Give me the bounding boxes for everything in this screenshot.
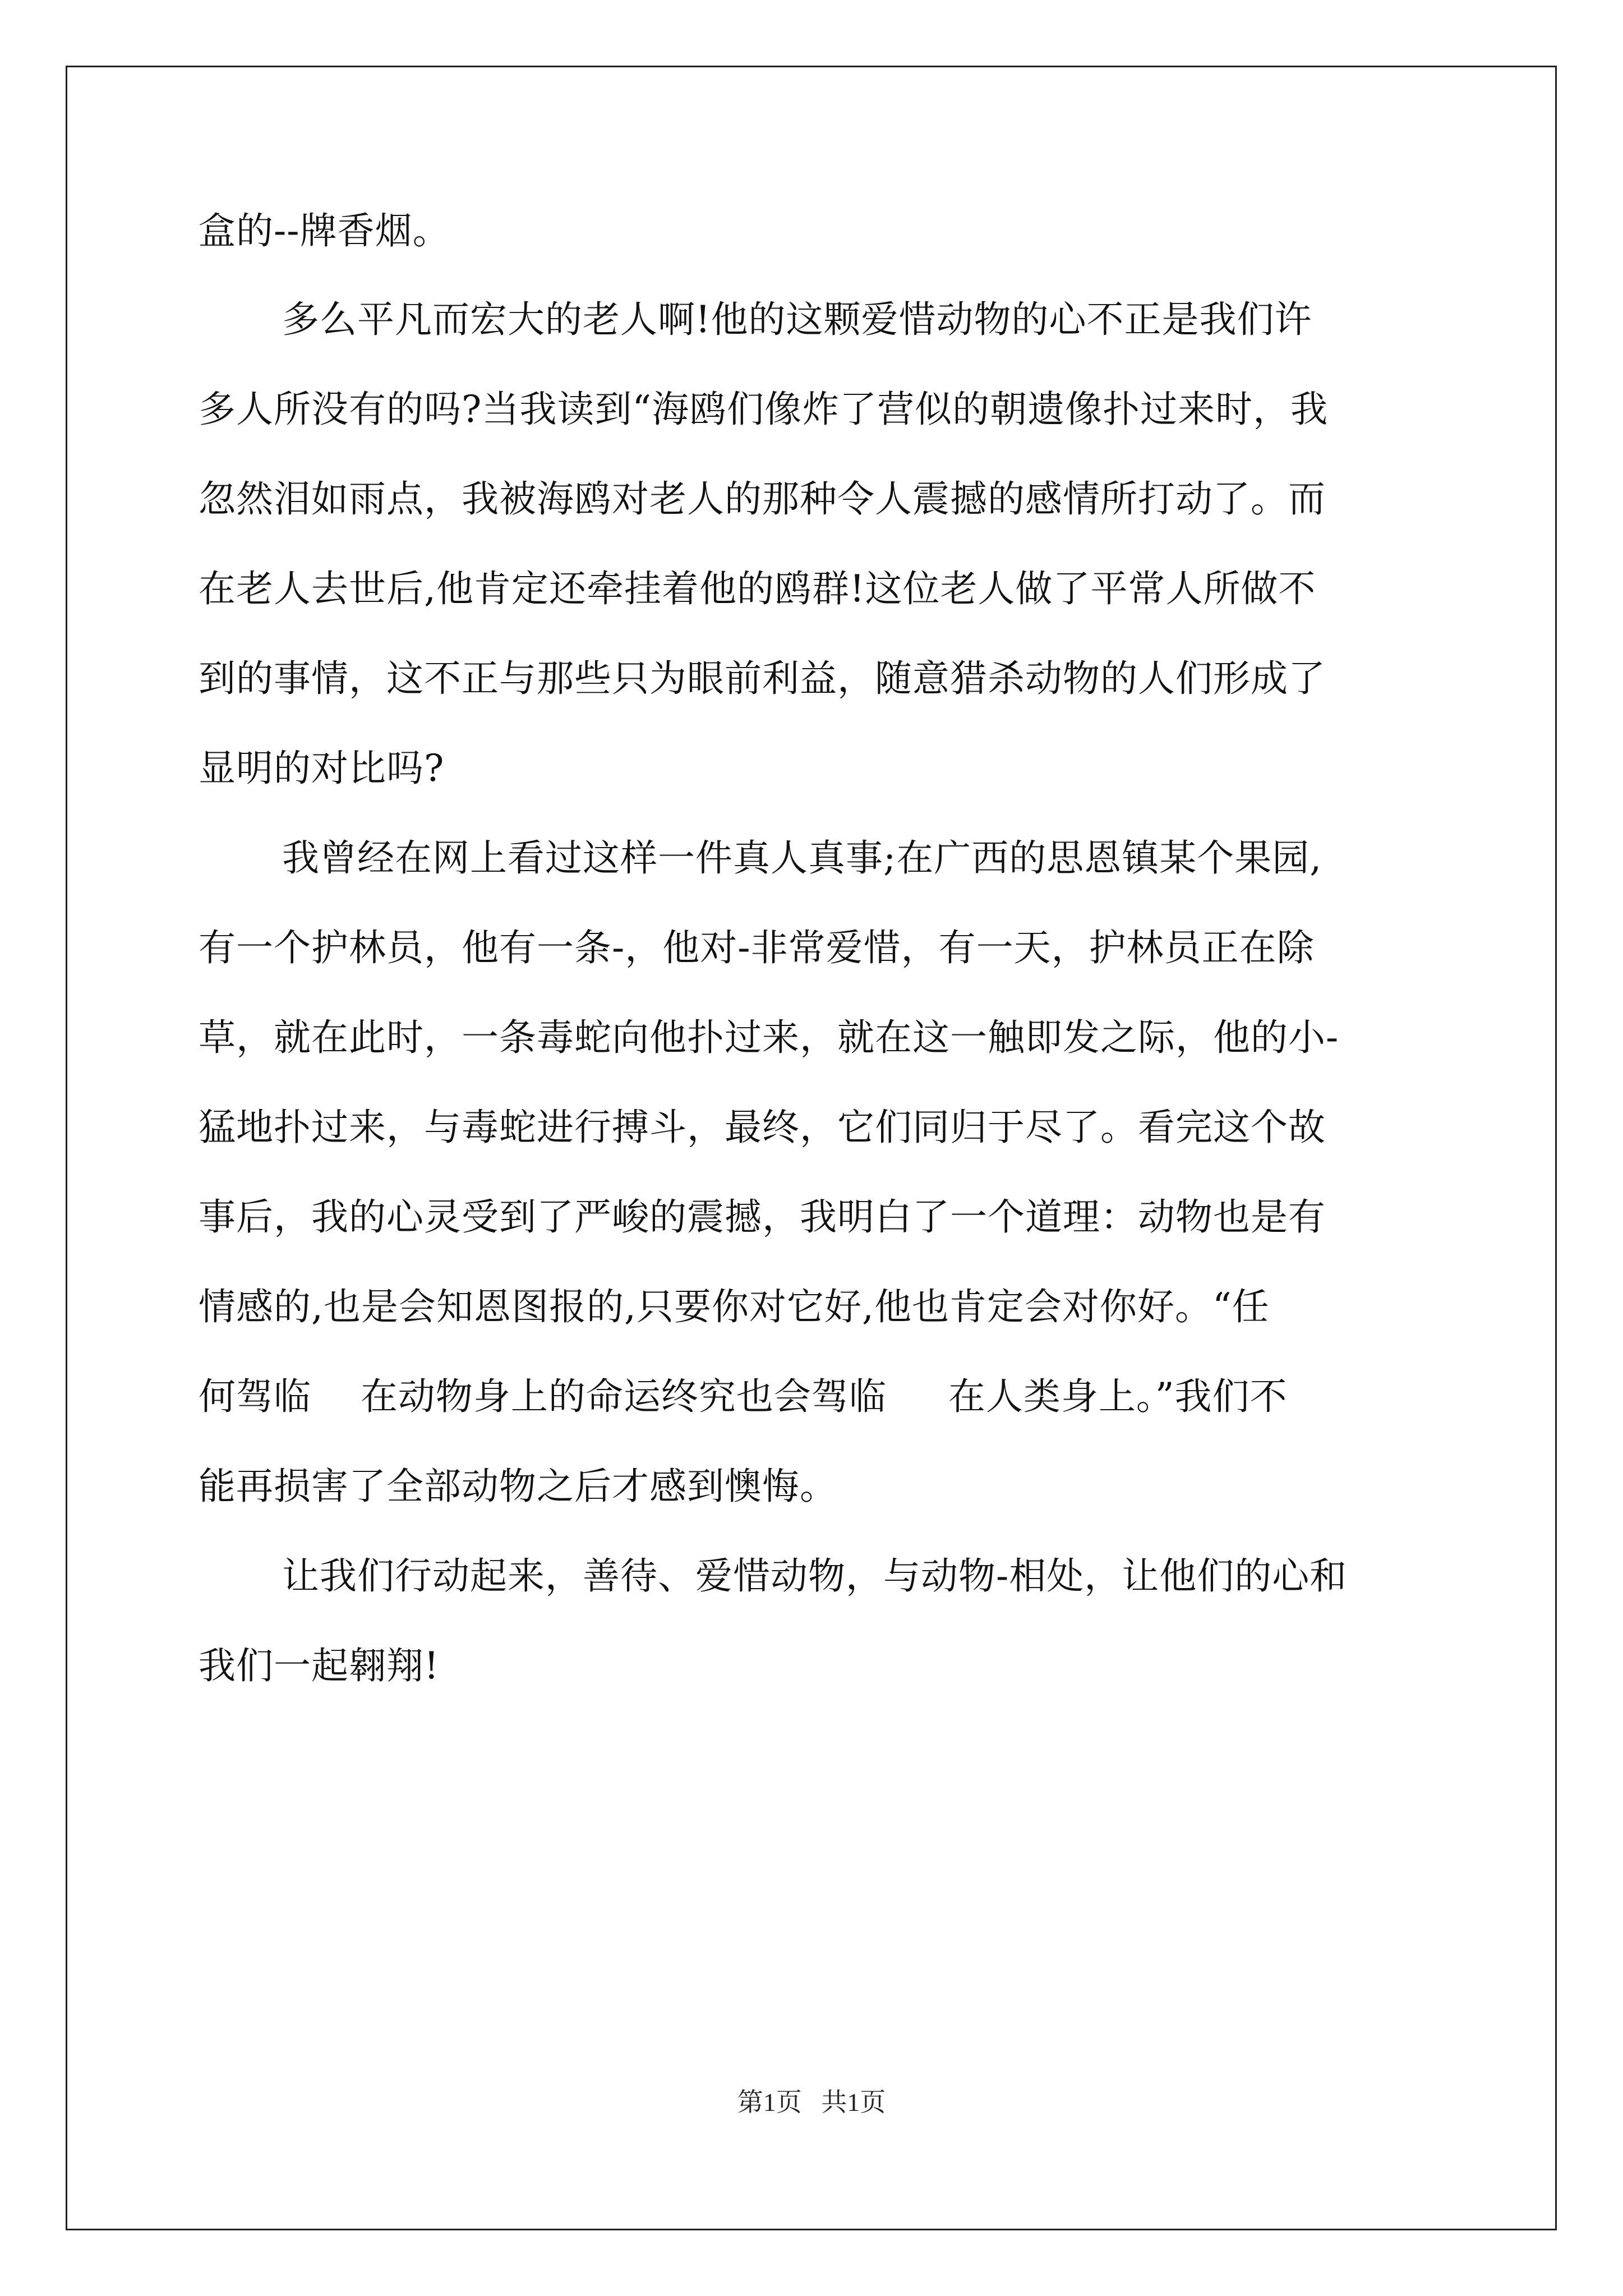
paragraph-first-line: 多么平凡而宏大的老人啊!他的这颗爱惜动物的心不正是我们许: [282, 298, 1312, 341]
text-line: 我们一起翱翔!: [199, 1644, 440, 1687]
text-line: 猛地扑过来，与毒蛇进行搏斗，最终，它们同归于尽了。看完这个故: [199, 1106, 1326, 1149]
text-line: 有一个护林员，他有一条-，他对-非常爱惜，有一天，护林员正在除: [199, 926, 1315, 969]
text-line: 能再损害了全部动物之后才感到懊悔。: [199, 1465, 837, 1508]
paragraph-first-line: 我曾经在网上看过这样一件真人真事;在广西的思恩镇某个果园,: [282, 836, 1322, 880]
text-line: 情感的,也是会知恩图报的,只要你对它好,他也肯定会对你好。“任: [199, 1285, 1270, 1328]
text-line: 何驾临 在动物身上的命运终究也会驾临 在人类身上。”我们不: [199, 1375, 1288, 1418]
paragraph-first-line: 让我们行动起来，善待、爱惜动物，与动物-相处，让他们的心和: [282, 1554, 1348, 1598]
text-line: 多人所没有的吗?当我读到“海鸥们像炸了营似的朝遗像扑过来时，我: [199, 388, 1329, 431]
text-line: 草，就在此时，一条毒蛇向他扑过来，就在这一触即发之际，他的小-: [199, 1016, 1339, 1059]
text-line: 忽然泪如雨点，我被海鸥对老人的那种令人震撼的感情所打动了。而: [199, 477, 1326, 521]
text-line: 到的事情，这不正与那些只为眼前利益，随意猎杀动物的人们形成了: [199, 657, 1326, 700]
text-line: 盒的--牌香烟。: [199, 209, 450, 252]
text-line: 显明的对比吗?: [199, 747, 445, 790]
page-footer: 第1页 共1页: [737, 2088, 886, 2116]
text-line: 在老人去世后,他肯定还牵挂着他的鸥群!这位老人做了平常人所做不: [199, 567, 1316, 610]
text-line: 事后，我的心灵受到了严峻的震撼，我明白了一个道理：动物也是有: [199, 1195, 1326, 1239]
